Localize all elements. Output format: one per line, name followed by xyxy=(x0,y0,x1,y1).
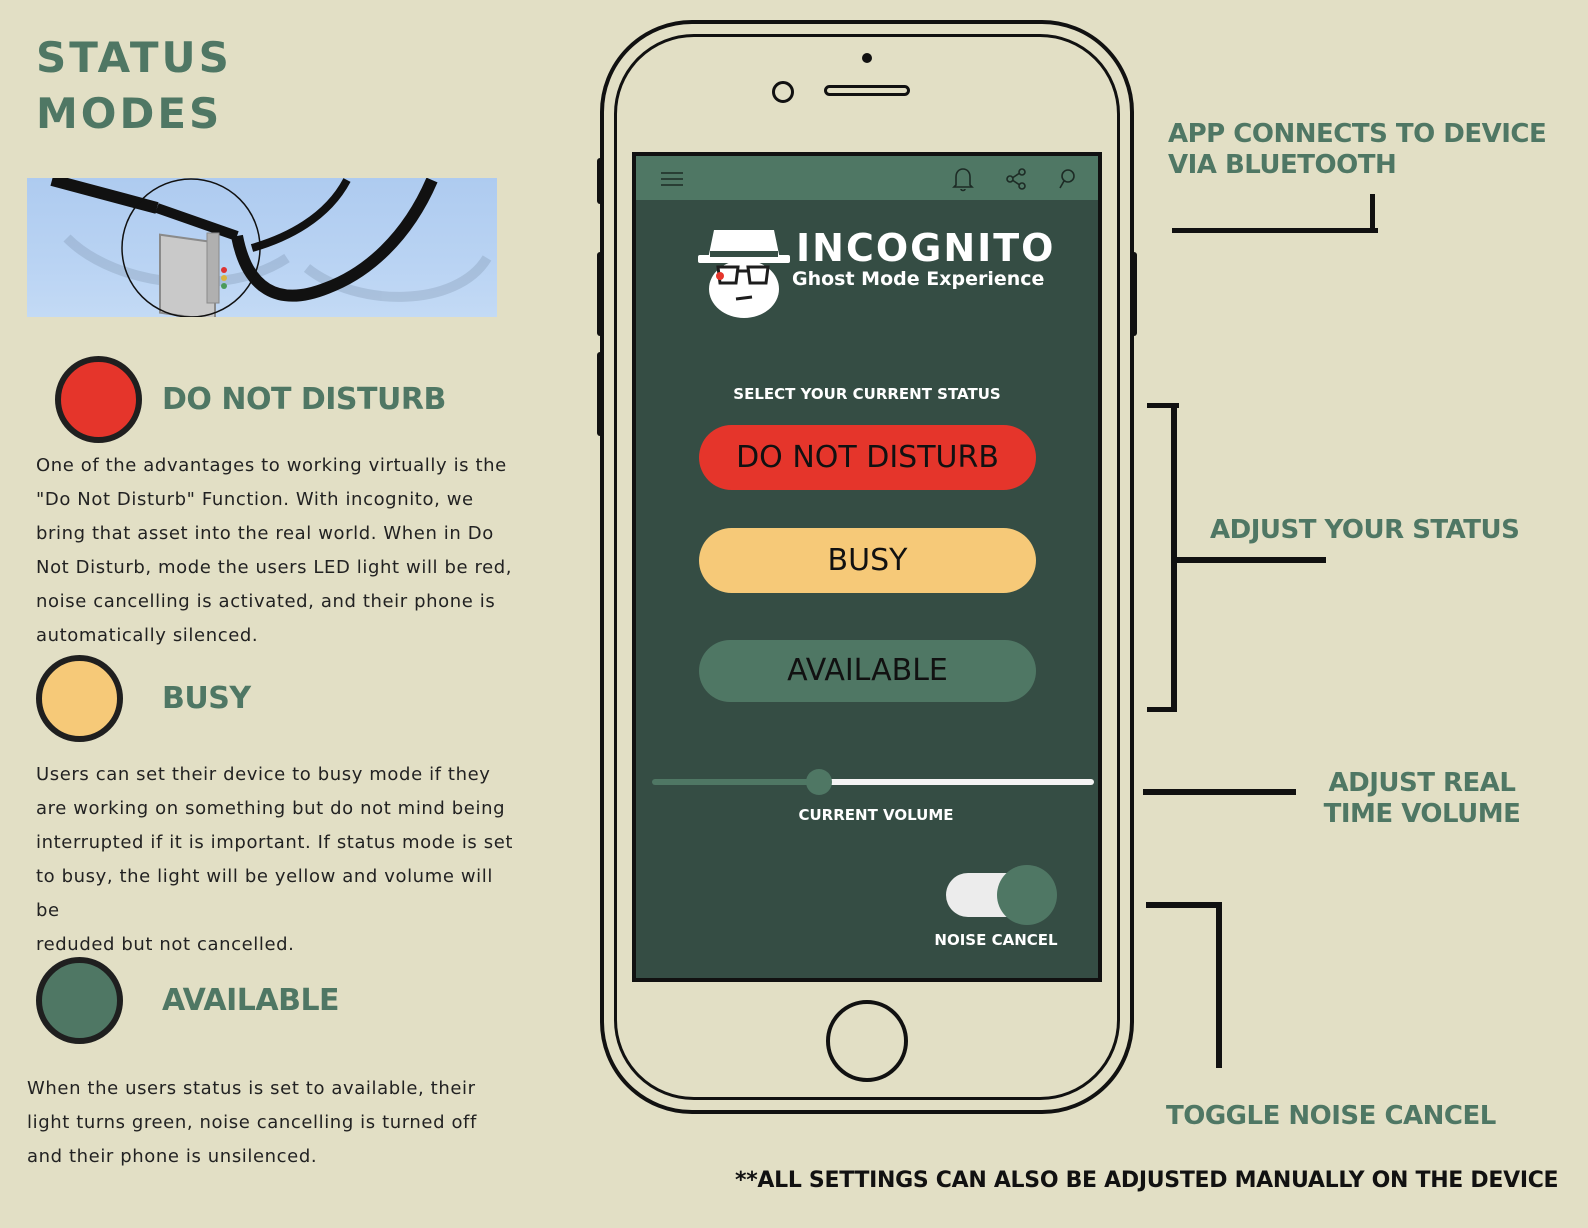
busy-status-button[interactable]: BUSY xyxy=(699,528,1036,593)
available-heading: AVAILABLE xyxy=(162,983,340,1018)
dnd-description xyxy=(36,449,516,653)
hamburger-icon[interactable] xyxy=(660,170,684,188)
busy-heading: BUSY xyxy=(162,681,251,716)
available-status-button[interactable]: AVAILABLE xyxy=(699,640,1036,702)
busy-line: are working on something but do not mind being xyxy=(36,798,506,819)
page-title xyxy=(36,30,232,142)
busy-line: interrupted if it is important. If status mode is set xyxy=(36,832,514,853)
callout-noise-line xyxy=(1216,902,1222,1068)
volume-slider-thumb[interactable] xyxy=(806,769,832,795)
dnd-line: automatically silenced. xyxy=(36,625,259,646)
callout-bluetooth-line xyxy=(1370,194,1375,232)
callout-status: ADJUST YOUR STATUS xyxy=(1210,515,1520,545)
available-line: light turns green, noise cancelling is turned off xyxy=(27,1112,477,1133)
page-title-line2: MODES xyxy=(36,89,223,138)
noise-cancel-label: NOISE CANCEL xyxy=(934,931,1058,949)
noise-cancel-toggle-knob[interactable] xyxy=(997,865,1057,925)
busy-status-dot xyxy=(36,655,123,742)
status-bracket xyxy=(1147,403,1179,408)
app-toolbar xyxy=(636,156,1098,200)
app-logo-title: INCOGNITO xyxy=(796,226,1056,270)
phone-power-button xyxy=(1130,252,1137,336)
available-status-dot xyxy=(36,957,123,1044)
share-icon[interactable] xyxy=(1004,167,1028,191)
dnd-heading: DO NOT DISTURB xyxy=(162,382,446,417)
available-line: and their phone is unsilenced. xyxy=(27,1146,318,1167)
busy-line: reduded but not cancelled. xyxy=(36,934,295,955)
phone-volume-up xyxy=(597,252,604,336)
footer-note: **ALL SETTINGS CAN ALSO BE ADJUSTED MANUALLY ON THE DEVICE xyxy=(735,1168,1559,1193)
phone-home-button[interactable] xyxy=(826,1000,908,1082)
busy-line: to busy, the light will be yellow and volume will be xyxy=(36,866,493,921)
callout-volume-line2: TIME VOLUME xyxy=(1323,799,1521,829)
incognito-logo-icon xyxy=(698,225,792,320)
phone-volume-down xyxy=(597,352,604,436)
phone-camera-icon xyxy=(772,81,794,103)
available-line: When the users status is set to available, their xyxy=(27,1078,476,1099)
phone-speaker xyxy=(824,85,910,96)
callout-bluetooth-line1: APP CONNECTS TO DEVICE xyxy=(1168,119,1547,149)
dnd-line: One of the advantages to working virtually is the xyxy=(36,455,507,476)
busy-description xyxy=(36,758,516,962)
volume-slider-fill[interactable] xyxy=(652,779,818,785)
dnd-line: "Do Not Disturb" Function. With incognito, we xyxy=(36,489,474,510)
busy-line: Users can set their device to busy mode if they xyxy=(36,764,491,785)
dnd-line: Not Disturb, mode the users LED light will be red, xyxy=(36,557,513,578)
dnd-status-dot xyxy=(55,356,142,443)
app-logo-subtitle: Ghost Mode Experience xyxy=(792,268,1045,290)
callout-volume-line xyxy=(1143,789,1296,795)
phone-sensor xyxy=(862,53,872,63)
search-icon[interactable] xyxy=(1057,167,1081,191)
available-description xyxy=(27,1072,507,1174)
phone-mute-switch xyxy=(597,158,604,204)
dnd-line: noise cancelling is activated, and their phone is xyxy=(36,591,496,612)
volume-slider-track[interactable] xyxy=(818,779,1094,785)
callout-volume xyxy=(1322,768,1522,830)
callout-noise: TOGGLE NOISE CANCEL xyxy=(1166,1101,1496,1131)
page-title-line1: STATUS xyxy=(36,33,232,82)
callout-volume-line1: ADJUST REAL xyxy=(1328,768,1516,798)
volume-label: CURRENT VOLUME xyxy=(798,806,954,824)
dnd-status-button[interactable]: DO NOT DISTURB xyxy=(699,425,1036,490)
callout-bluetooth-line xyxy=(1172,228,1378,233)
callout-bluetooth-line2: VIA BLUETOOTH xyxy=(1168,150,1397,180)
status-bracket xyxy=(1147,707,1177,712)
callout-noise-line xyxy=(1146,902,1222,908)
bell-icon[interactable] xyxy=(951,166,975,192)
dnd-line: bring that asset into the real world. When in Do xyxy=(36,523,494,544)
select-status-label: SELECT YOUR CURRENT STATUS xyxy=(733,385,1001,403)
glasses-product-image xyxy=(27,178,497,317)
callout-bluetooth xyxy=(1168,119,1546,181)
status-bracket xyxy=(1174,557,1326,563)
